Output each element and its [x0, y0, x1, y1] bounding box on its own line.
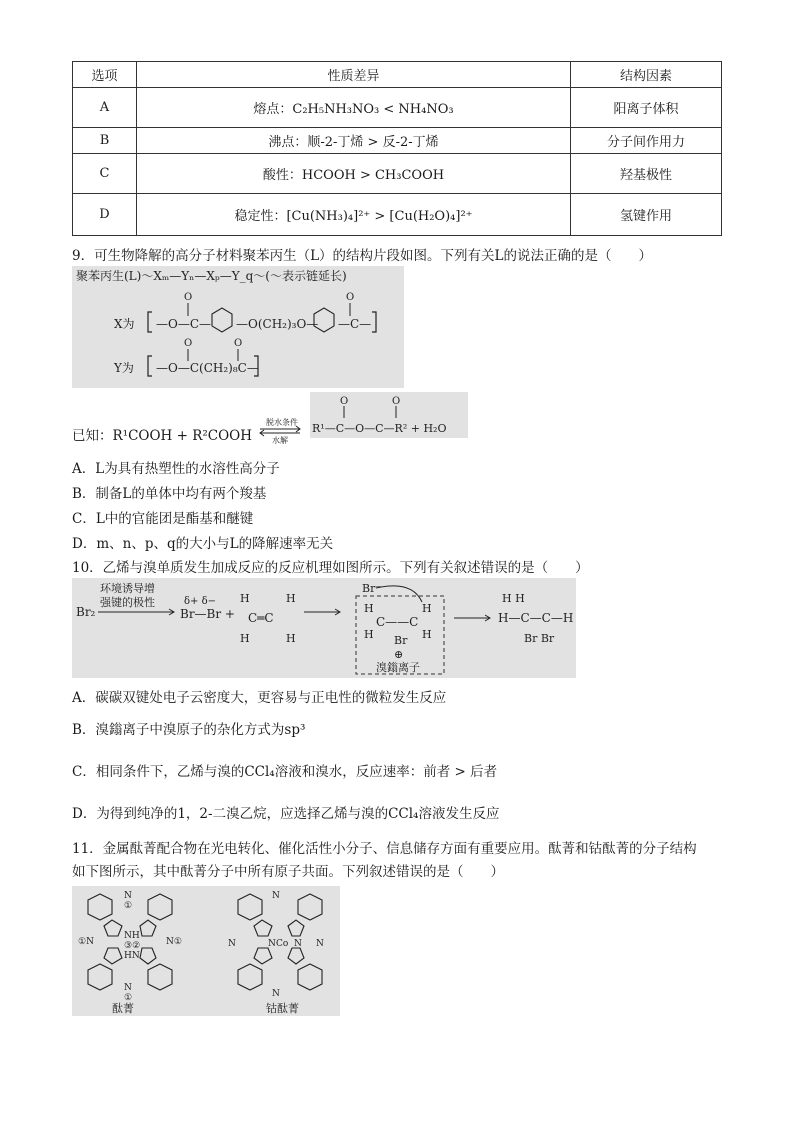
- svg-text:N: N: [124, 891, 132, 901]
- svg-text:Br Br: Br Br: [524, 632, 555, 645]
- svg-text:Br: Br: [394, 634, 408, 647]
- svg-text:Br—Br +: Br—Br +: [180, 607, 235, 621]
- q11-fig-label-left: 酞菁: [112, 1002, 134, 1015]
- svg-text:①: ①: [124, 901, 133, 911]
- q10-option-a: A．碳碳双键处电子云密度大，更容易与正电性的微粒发生反应: [72, 690, 447, 706]
- table-header: 选项: [73, 62, 137, 88]
- q10-fig-br2: Br₂: [76, 605, 96, 619]
- q9-option-c: C．L中的官能团是酯基和醚键: [72, 511, 254, 527]
- svg-text:③②: ③②: [124, 941, 141, 951]
- question-11-stem-line2: 如下图所示，其中酞菁分子中所有原子共面。下列叙述错误的是（ ）: [72, 864, 504, 880]
- question-9-stem: 9．可生物降解的高分子材料聚苯丙生（L）的结构片段如图。下列有关L的说法正确的是（ ）: [72, 248, 653, 264]
- svg-text:⊕: ⊕: [394, 648, 404, 661]
- svg-text:H: H: [286, 632, 296, 645]
- svg-text:O: O: [340, 396, 349, 407]
- svg-text:H: H: [422, 602, 432, 615]
- q10-fig-env-1: 环境诱导增: [100, 582, 155, 595]
- svg-text:—C—: —C—: [338, 317, 372, 331]
- table-row: [73, 88, 722, 128]
- svg-text:N: N: [228, 939, 236, 949]
- svg-text:①N: ①N: [78, 937, 94, 947]
- table-row: [73, 128, 722, 154]
- table-header-row: [73, 62, 722, 88]
- svg-text:O: O: [234, 338, 243, 349]
- q9-known-label: 已知：R¹COOH + R²COOH: [72, 428, 253, 444]
- q9-known-product: R¹—C—O—C—R² + H₂O: [312, 422, 447, 435]
- svg-text:H: H: [286, 592, 296, 605]
- q9-arrow-top-label: 脱水条件: [266, 418, 298, 427]
- svg-text:NH: NH: [124, 931, 140, 941]
- svg-text:N: N: [124, 983, 132, 993]
- svg-text:C═C: C═C: [248, 611, 274, 625]
- table-cell-factor: 羟基极性: [571, 154, 722, 194]
- svg-text:H: H: [364, 628, 374, 641]
- q9-option-a: A．L为具有热塑性的水溶性高分子: [72, 461, 280, 477]
- q9-fig-x-label: X为: [114, 317, 135, 331]
- table-cell-factor: 氢键作用: [571, 194, 722, 236]
- table-cell-factor: 阳离子体积: [571, 88, 722, 128]
- table-cell-option: A: [73, 88, 137, 128]
- svg-text:N: N: [268, 939, 276, 949]
- table-cell-property: 熔点：C₂H₅NH₃NO₃ < NH₄NO₃: [137, 88, 571, 128]
- q10-fig-env-2: 强键的极性: [100, 596, 155, 609]
- svg-text:δ+ δ−: δ+ δ−: [184, 596, 216, 607]
- svg-text:①: ①: [124, 993, 133, 1003]
- q11-phthalocyanine-figure: [72, 886, 340, 1016]
- table-cell-property: 酸性：HCOOH > CH₃COOH: [137, 154, 571, 194]
- svg-text:C——C: C——C: [376, 615, 419, 629]
- question-11-stem-line1: 11．金属酞菁配合物在光电转化、催化活性小分子、信息储存方面有重要应用。酞菁和钴酞菁的分子结构: [72, 841, 697, 857]
- table-header: 性质差异: [137, 62, 571, 88]
- table-cell-property: 沸点：顺-2-丁烯 > 反-2-丁烯: [137, 128, 571, 154]
- property-table: [72, 61, 722, 236]
- table-cell-option: D: [73, 194, 137, 236]
- table-row: [73, 194, 722, 236]
- q9-known-arrow: [256, 415, 306, 445]
- q10-option-d: D．为得到纯净的1，2-二溴乙烷，应选择乙烯与溴的CCl₄溶液发生反应: [72, 806, 500, 822]
- svg-text:Co: Co: [276, 939, 289, 949]
- svg-text:N: N: [316, 939, 324, 949]
- table-cell-option: B: [73, 128, 137, 154]
- svg-text:H: H: [240, 592, 250, 605]
- table-cell-option: C: [73, 154, 137, 194]
- q9-arrow-bottom-label: 水解: [272, 436, 288, 445]
- svg-text:O: O: [392, 396, 401, 407]
- svg-text:O: O: [184, 292, 193, 303]
- q10-fig-ion-label: 溴鎓离子: [376, 661, 420, 674]
- q9-anhydride-figure: [310, 392, 468, 438]
- q10-mechanism-figure: [72, 578, 576, 678]
- q11-fig-label-right: 钴酞菁: [266, 1002, 299, 1015]
- svg-text:H: H: [422, 628, 432, 641]
- q10-option-b: B．溴鎓离子中溴原子的杂化方式为sp³: [72, 722, 306, 738]
- table-row: [73, 154, 722, 194]
- svg-text:HN: HN: [124, 951, 140, 961]
- q9-option-d: D．m、n、p、q的大小与L的降解速率无关: [72, 536, 334, 552]
- svg-text:—O(CH₂)₃O—: —O(CH₂)₃O—: [236, 317, 319, 331]
- svg-text:N: N: [272, 989, 280, 999]
- svg-text:—O—C(CH₂)₈C—: —O—C(CH₂)₈C—: [156, 361, 259, 375]
- q9-option-b: B．制备L的单体中均有两个羧基: [72, 486, 267, 502]
- svg-text:H: H: [240, 632, 250, 645]
- table-cell-factor: 分子间作用力: [571, 128, 722, 154]
- svg-text:H H: H H: [502, 592, 525, 605]
- table-cell-property: 稳定性：[Cu(NH₃)₄]²⁺ > [Cu(H₂O)₄]²⁺: [137, 194, 571, 236]
- svg-text:O: O: [346, 292, 355, 303]
- svg-text:O: O: [184, 338, 193, 349]
- svg-text:H—C—C—H: H—C—C—H: [498, 611, 574, 625]
- q9-fig-caption: 聚苯丙生(L)～Xₘ—Yₙ—Xₚ—Y_q～(～表示链延长): [76, 269, 347, 283]
- svg-text:N①: N①: [166, 937, 182, 947]
- svg-text:N: N: [272, 891, 280, 901]
- table-header: 结构因素: [571, 62, 722, 88]
- svg-text:N: N: [294, 939, 302, 949]
- question-10-stem: 10．乙烯与溴单质发生加成反应的反应机理如图所示。下列有关叙述错误的是（ ）: [72, 560, 589, 576]
- q9-fig-y-label: Y为: [114, 361, 134, 375]
- q10-option-c: C．相同条件下，乙烯与溴的CCl₄溶液和溴水，反应速率：前者 > 后者: [72, 764, 498, 780]
- svg-text:H: H: [364, 602, 374, 615]
- svg-text:Br⁻: Br⁻: [362, 582, 382, 595]
- svg-text:—O—C—: —O—C—: [156, 317, 212, 331]
- q9-structure-figure: [72, 266, 404, 388]
